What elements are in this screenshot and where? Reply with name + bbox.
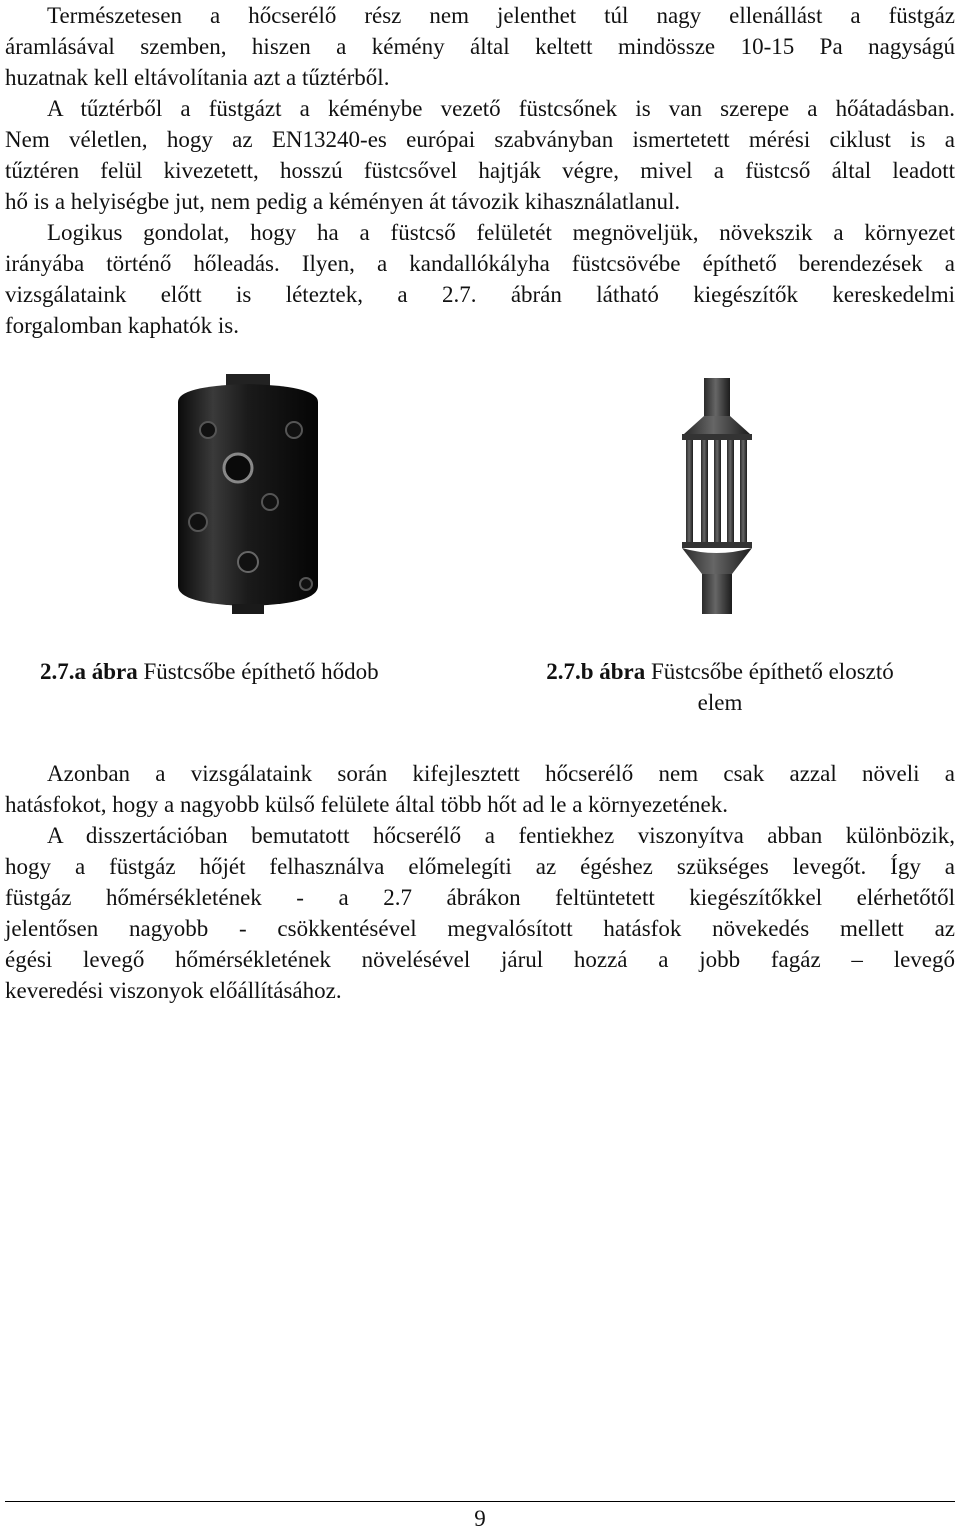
page-number: 9 (474, 1506, 486, 1531)
figure-b-caption (505, 656, 935, 718)
text-line: hő is a helyiségbe jut, nem pedig a kéményen át távozik kihasználatlanul. (5, 189, 681, 214)
text-line: áramlásával szemben, hiszen a kémény által keltett mindössze 10-15 Pa nagyságú (5, 34, 955, 59)
text-line: Természetesen a hőcserélő rész nem jelenthet túl nagy ellenállást a füstgáz (47, 3, 955, 28)
figure-b-caption-line2: elem (697, 690, 743, 715)
bottom-text (5, 758, 955, 1006)
top-text (5, 0, 955, 341)
figure-a-caption (40, 656, 460, 687)
figure-b-label: 2.7.b ábra (546, 659, 646, 684)
text-line: jelentősen nagyobb - csökkentésével megvalósított hatásfok növekedés mellett az (5, 916, 955, 941)
text-line: irányába történő hőleadás. Ilyen, a kandallókályha füstcsövébe építhető berendezések a (5, 251, 955, 276)
footer-divider (5, 1501, 955, 1502)
text-line: A disszertációban bemutatott hőcserélő a fentiekhez viszonyítva abban különbözik, (47, 823, 955, 848)
text-line: hogy a füstgáz hőjét felhasználva előmelegíti az égéshez szükséges levegőt. Így a (5, 854, 955, 879)
text-line: A tűztérből a füstgázt a kéménybe vezető füstcsőnek is van szerepe a hőátadásban. (47, 96, 955, 121)
text-line: Nem véletlen, hogy az EN13240-es európai szabványban ismertetett mérési ciklust is a (5, 127, 955, 152)
text-line: Logikus gondolat, hogy ha a füstcső felületét megnöveljük, növekszik a környezet (47, 220, 955, 245)
text-line: vizsgálataink előtt is léteztek, a 2.7. ábrán látható kiegészítők kereskedelmi (5, 282, 955, 307)
figure-b-caption-text: Füstcsőbe építhető elosztó (645, 659, 894, 684)
text-line: hatásfokot, hogy a nagyobb külső felülete által több hőt ad le a környezetének. (5, 792, 728, 817)
text-line: huzatnak kell eltávolítania azt a tűztérből. (5, 65, 390, 90)
distributor-element-photo (676, 378, 758, 614)
heat-drum-photo (168, 372, 328, 614)
text-line: keveredési viszonyok előállításához. (5, 978, 342, 1003)
text-line: forgalomban kaphatók is. (5, 313, 239, 338)
figure-a-caption-text: Füstcsőbe építhető hődob (137, 659, 379, 684)
text-line: füstgáz hőmérsékletének - a 2.7 ábrákon feltüntetett kiegészítőkkel elérhetőtől (5, 885, 955, 910)
text-line: Azonban a vizsgálataink során kifejlesztett hőcserélő nem csak azzal növeli a (47, 761, 955, 786)
text-line: égési levegő hőmérsékletének növelésével járul hozzá a jobb fagáz – levegő (5, 947, 955, 972)
text-line: tűztéren felül kivezetett, hosszú füstcsővel hajtják végre, mivel a füstcső által leadott (5, 158, 955, 183)
figure-a-label: 2.7.a ábra (40, 659, 138, 684)
